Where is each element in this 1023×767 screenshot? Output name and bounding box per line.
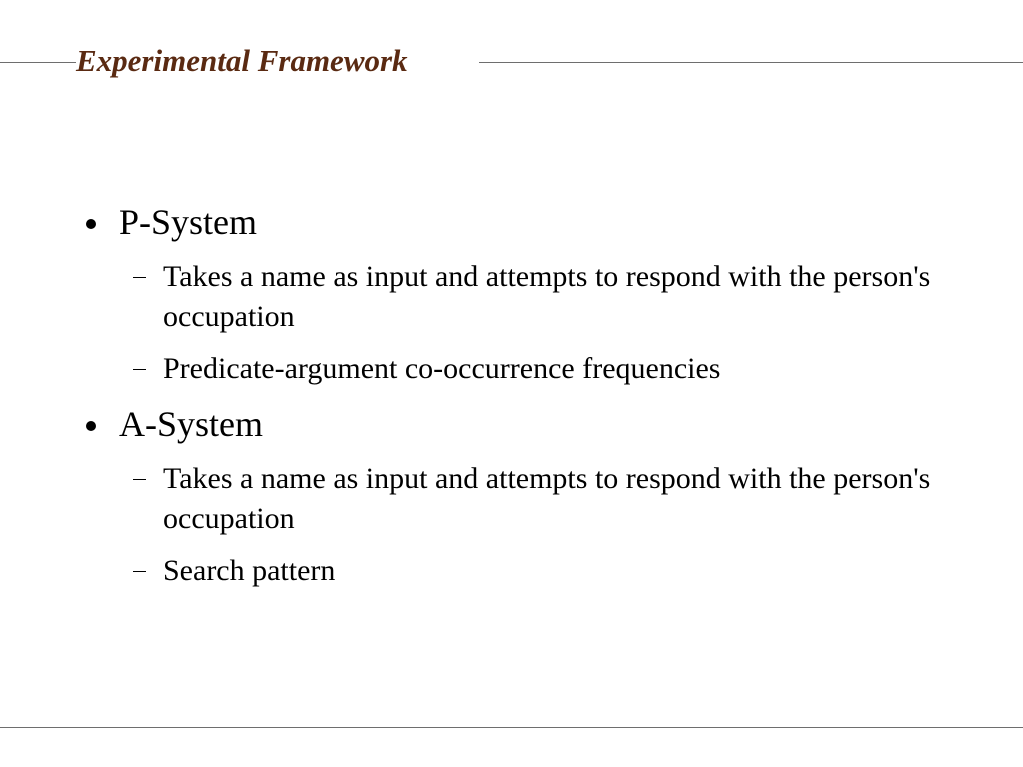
sub-item xyxy=(133,349,983,389)
sub-item xyxy=(133,257,983,337)
dash-icon xyxy=(133,479,146,480)
bullet-label: P-System xyxy=(119,202,258,242)
sub-item-text: Search pattern xyxy=(163,554,336,587)
title-rule-right xyxy=(479,62,1023,63)
bottom-rule xyxy=(0,727,1023,728)
slide-title: Experimental Framework xyxy=(76,43,408,78)
bullet-dot-icon xyxy=(86,219,96,229)
sub-item-text: Predicate-argument co-occurrence frequencies xyxy=(163,352,721,385)
sub-item xyxy=(133,459,983,539)
dash-icon xyxy=(133,369,146,370)
dash-icon xyxy=(133,571,146,572)
title-rule-left xyxy=(0,62,76,63)
sub-item-text: Takes a name as input and attempts to respond with the person's occupation xyxy=(163,260,931,333)
bullet-dot-icon xyxy=(86,421,96,431)
dash-icon xyxy=(133,277,146,278)
sub-item-text: Takes a name as input and attempts to respond with the person's occupation xyxy=(163,462,931,535)
bullet-label: A-System xyxy=(119,404,263,444)
sub-item xyxy=(133,551,983,591)
